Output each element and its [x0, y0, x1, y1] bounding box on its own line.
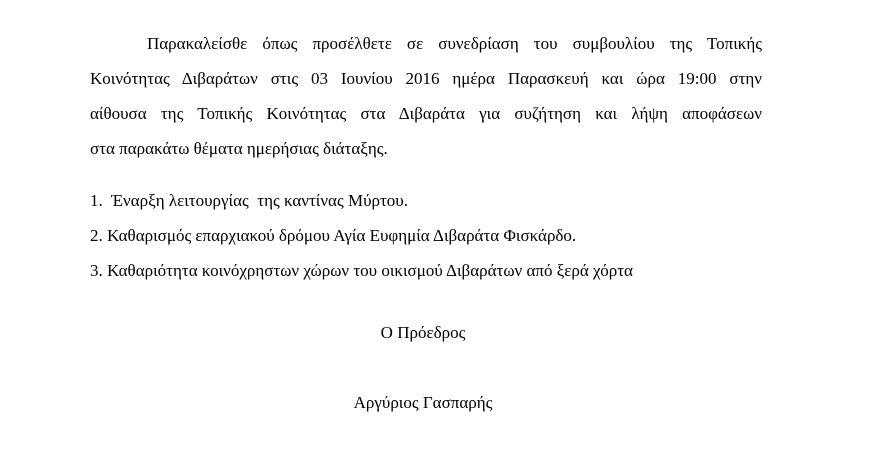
- signatory-title: Ο Πρόεδρος: [380, 323, 466, 342]
- agenda-item-1: 1. Έναρξη λειτουργίας της καντίνας Μύρτου.: [90, 191, 408, 210]
- body-line-4: στα παρακάτω θέματα ημερήσιας διάταξης.: [90, 139, 388, 158]
- signatory-name: Αργύριος Γασπαρής: [353, 393, 493, 412]
- agenda-item-3: 3. Καθαριότητα κοινόχρηστων χώρων του οικισμού Διβαράτων από ξερά χόρτα: [90, 261, 633, 280]
- agenda-item-2: 2. Καθαρισμός επαρχιακού δρόμου Αγία Ευφημία Διβαράτα Φισκάρδο.: [90, 226, 577, 245]
- body-line-1: Παρακαλείσθε όπως προσέλθετε σε συνεδρίαση του συμβουλίου της Τοπικής: [147, 34, 762, 53]
- body-line-3: αίθουσα της Τοπικής Κοινότητας στα Διβαράτα για συζήτηση και λήψη αποφάσεων: [90, 104, 762, 123]
- body-line-2: Κοινότητας Διβαράτων στις 03 Ιουνίου 2016 ημέρα Παρασκευή και ώρα 19:00 στην: [90, 69, 762, 88]
